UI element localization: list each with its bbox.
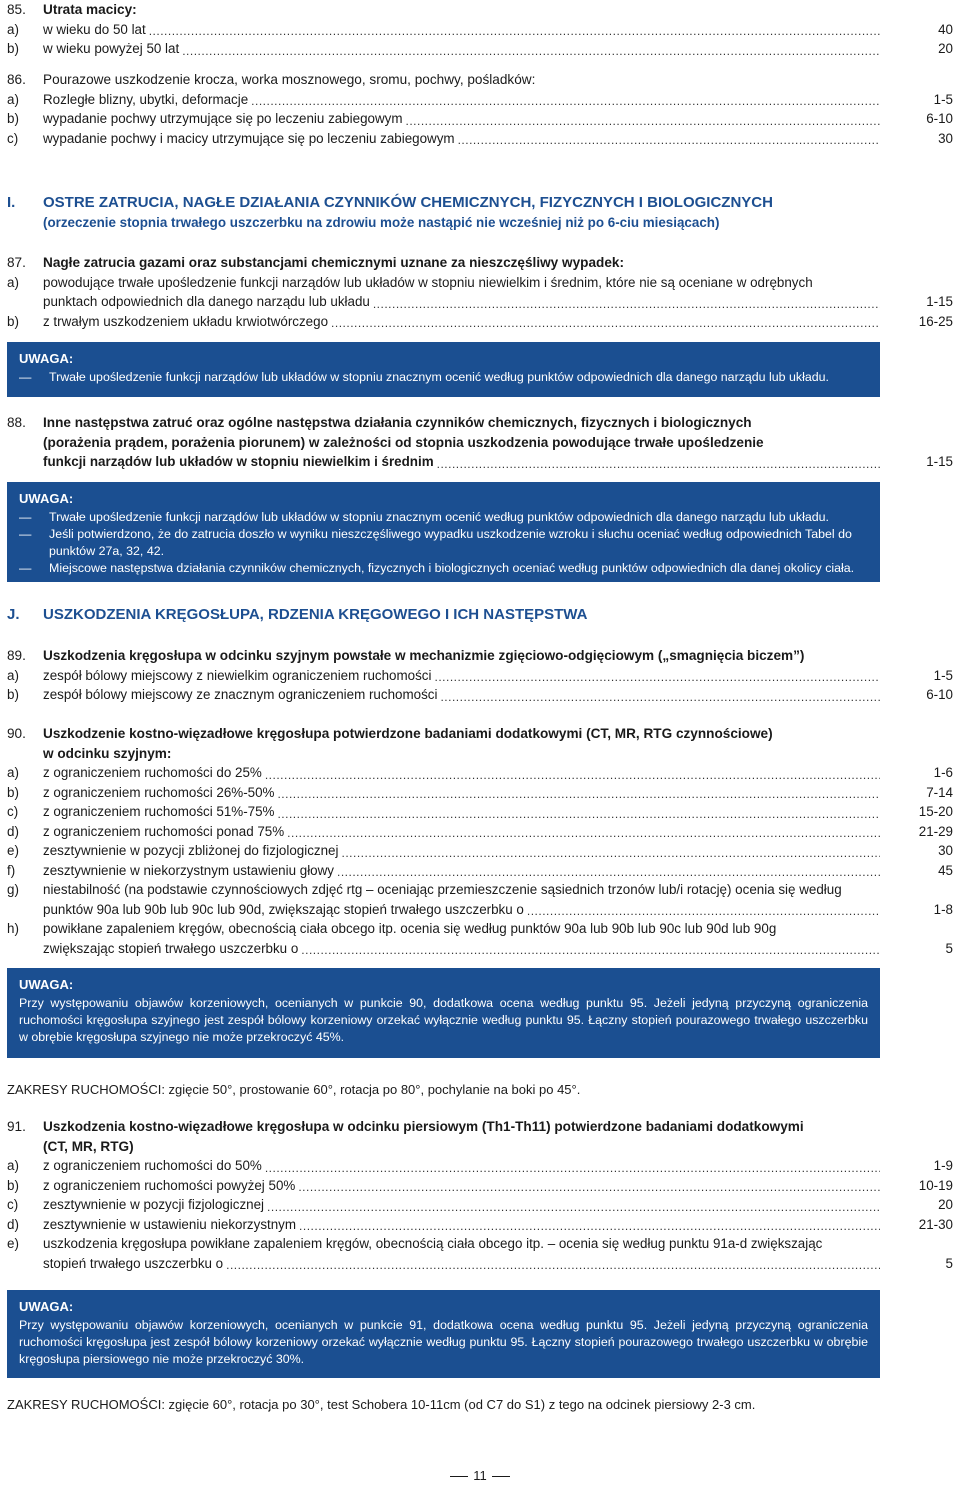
leader-dots: [373, 296, 880, 312]
note-title: UWAGA:: [19, 1299, 74, 1314]
score-value: 20: [938, 1197, 953, 1212]
leader-dots: [277, 786, 880, 802]
leader-dots: [458, 132, 880, 148]
note-text: Przy występowaniu objawów korzeniowych, ocenianych w punkcie 91, dodatkowa ocena według punktu 95. Jeżeli jedyną przyczyną ograniczenia ruchomości kręgosłupa jest zespół bólowy korzeniowy orzekać wyłącznie według punktu 95. Łączny stopień pourazowego trwałego uszczerbku w obrębie kręgosłupa piersiowego nie może przekroczyć 30%.: [19, 1318, 868, 1366]
leader-dots: [267, 1199, 880, 1215]
list-item: e) zesztywnienie w pozycji zbliżonej do fizjologicznej ..... 30: [7, 841, 953, 861]
list-item: b) z ograniczeniem ruchomości powyżej 50% ..... 10-19: [7, 1176, 953, 1196]
list-item: a) z ograniczeniem ruchomości do 25% ..... 1-6: [7, 763, 953, 783]
score-value: 6-10: [926, 687, 953, 702]
item-88: 88. Inne następstwa zatruć oraz ogólne następstwa działania czynników chemicznych, fizycznych i biologicznych (porażenia prądem, porażenia piorunem) w zależności od stopnia uszkodzenia powodujące trwałe upośledzenie funkcji narządów lub układów w stopniu niewielkim i średnim ..... 1-15: [7, 413, 953, 472]
leader-dots: [337, 864, 880, 880]
section-heading-i: I. OSTRE ZATRUCIA, NAGŁE DZIAŁANIA CZYNNIKÓW CHEMICZNYCH, FIZYCZNYCH I BIOLOGICZNYCH (orzeczenie stopnia trwałego uszczerbku na zdrowiu może nastąpić nie wcześniej niż po 6-ciu miesiącach): [7, 193, 953, 232]
note-title: UWAGA:: [19, 977, 74, 992]
leader-dots: [287, 825, 880, 841]
score-value: 1-5: [933, 667, 953, 683]
list-item: g) niestabilność (na podstawie czynnościowych zdjęć rtg – oceniając przemieszczenie sąsiednich trzonów lub/i rotację) ocenia się według: [7, 882, 842, 897]
note-text: Przy występowaniu objawów korzeniowych, ocenianych w punkcie 90, dodatkowa ocena według punktu 95. Jeżeli jedyną przyczyną ograniczenia ruchomości kręgosłupa szyjnego jest zespół bólowy korzeniowy orzekać wyłącznie według punktu 95. Łączny stopień pourazowego trwałego uszczerbku w obrębie kręgosłupa szyjnego nie może przekroczyć 45%.: [19, 996, 868, 1044]
item-number: 91.: [7, 1119, 26, 1134]
item-90: 90. Uszkodzenie kostno-więzadłowe kręgosłupa potwierdzone badaniami dodatkowymi (CT, MR, RTG czynnościowe) w odcinku szyjnym: a) z ograniczeniem ruchomości do 25% ..... 1-6 b) z ograniczeniem ruchomości 26%-50% ..... 7-14 c) z ograniczeniem ruchomości 51%-75% ..... 15-20 d) z ograniczeniem ruchomości ponad 75% ..... 21-29 e) zesztywnienie w pozycji zbliżonej do fizjologicznej ..... 30 f) zesztywnienie w niekorzystnym ustawieniu głowy ..... 45 g) niestabilność (na podstawie czynnościowych zdjęć rtg – oceniając przemieszczenie sąsiednich trzonów lub/i rotację) ocenia się według punktów 90a lub 90b lub 90c lub 90d, zwiększając stopień trwałego uszczerbku o ..... 1-8 h) powikłane zapaleniem kręgów, obecnością ciała obcego itp. ocenia się według punktów 90a lub 90b lub 90c lub 90d lub 90g zwiększając stopień trwałego uszczerbku o ..... 5: [7, 724, 953, 958]
leader-dots: [527, 903, 880, 919]
item-number: 89.: [7, 648, 26, 663]
range-of-motion-text: ZAKRESY RUCHOMOŚCI: zgięcie 60°, rotacja po 30°, test Schobera 10-11cm (od C7 do S1) z tego na odcinek piersiowy 2-3 cm.: [7, 1397, 756, 1412]
leader-dots: [440, 689, 880, 705]
note-title: UWAGA:: [19, 351, 74, 366]
score-value: 15-20: [918, 804, 953, 819]
list-item: a) z ograniczeniem ruchomości do 50% ..... 1-9: [7, 1156, 953, 1176]
list-item: a) Rozległe blizny, ubytki, deformacje ..... 1-5: [7, 90, 953, 110]
section-heading-j: J. USZKODZENIA KRĘGOSŁUPA, RDZENIA KRĘGOWEGO I ICH NASTĘPSTWA: [7, 606, 588, 623]
section-subtitle: (orzeczenie stopnia trwałego uszczerbku na zdrowiu może nastąpić nie wcześniej niż po 6-ciu miesiącach): [43, 215, 720, 230]
score-value: 1-15: [926, 454, 953, 469]
score-value: 1-9: [933, 1158, 953, 1173]
note-title: UWAGA:: [19, 491, 74, 506]
item-number: 86.: [7, 72, 26, 87]
score-value: 10-19: [918, 1177, 953, 1193]
section-title: OSTRE ZATRUCIA, NAGŁE DZIAŁANIA CZYNNIKÓW CHEMICZNYCH, FIZYCZNYCH I BIOLOGICZNYCH: [43, 194, 773, 211]
list-item-continuation: zwiększając stopień trwałego uszczerbku o ..... 5: [7, 939, 953, 959]
leader-dots: [149, 23, 880, 39]
score-value: 1-5: [933, 91, 953, 107]
list-item: c) z ograniczeniem ruchomości 51%-75% ..... 15-20: [7, 802, 953, 822]
score-value: 6-10: [926, 111, 953, 126]
list-item: a) powodujące trwałe upośledzenie funkcji narządów lub układów w stopniu niewielkim i średnim, które nie są oceniane w odrębnych: [7, 274, 813, 290]
list-item: d) z ograniczeniem ruchomości ponad 75% ..... 21-29: [7, 822, 953, 842]
item-number: 88.: [7, 415, 26, 430]
list-item: f) zesztywnienie w niekorzystnym ustawieniu głowy ..... 45: [7, 861, 953, 881]
list-item: c) zesztywnienie w pozycji fizjologicznej ..... 20: [7, 1195, 953, 1215]
list-item: e) uszkodzenia kręgosłupa powikłane zapaleniem kręgów, obecnością ciała obcego itp. – ocenia się według punktu 91a-d zwiększając: [7, 1236, 823, 1251]
score-value: 1-6: [933, 765, 953, 780]
item-89: 89. Uszkodzenia kręgosłupa w odcinku szyjnym powstałe w mechanizmie zgięciowo-odgięciowym („smagnięcia biczem”) a) zespół bólowy miejscowy z niewielkim ograniczeniem ruchomości ..... 1-5 b) zespół bólowy miejscowy ze znacznym ograniczeniem ruchomości ..... 6-10: [7, 646, 953, 705]
list-item-continuation: stopień trwałego uszczerbku o ..... 5: [7, 1254, 953, 1274]
leader-dots: [226, 1257, 880, 1273]
leader-dots: [406, 113, 880, 129]
score-value: 7-14: [926, 784, 953, 800]
score-value: 30: [938, 130, 953, 146]
score-value: 21-30: [918, 1216, 953, 1232]
range-of-motion-text: ZAKRESY RUCHOMOŚCI: zgięcie 50°, prostowanie 60°, rotacja po 80°, pochylanie na boki po 45°.: [7, 1082, 581, 1097]
score-value: 21-29: [918, 823, 953, 839]
leader-dots: [331, 315, 880, 331]
list-item: a) zespół bólowy miejscowy z niewielkim ograniczeniem ruchomości ..... 1-5: [7, 666, 953, 686]
list-item: b) w wieku powyżej 50 lat ..... 20: [7, 39, 953, 59]
note-box: [7, 1290, 880, 1378]
item-number: 90.: [7, 726, 26, 741]
note-box: UWAGA: — Trwałe upośledzenie funkcji narządów lub układów w stopniu znacznym ocenić według punktów odpowiednich dla danego narządu lub układu. — Jeśli potwierdzono, że do zatrucia doszło w wyniku nieszczęśliwego wypadku uszkodzenie wzroku i słuchu oceniać według odpowiednich Tabel do punktów 27a, 32, 42. — Miejscowe następstwa działania czynników chemicznych, fizycznych i biologicznych oceniać według punktów odpowiednich dla danej okolicy ciała.: [7, 482, 880, 582]
item-87: [7, 253, 953, 331]
page-footer: [0, 1468, 960, 1483]
list-item: c) wypadanie pochwy i macicy utrzymujące się po leczeniu zabiegowym ..... 30: [7, 129, 953, 149]
score-value: 30: [938, 843, 953, 858]
leader-dots: [299, 1218, 880, 1234]
item-title: Utrata macicy:: [43, 2, 137, 17]
score-value: 16-25: [918, 313, 953, 329]
list-item: b) z ograniczeniem ruchomości 26%-50% ..... 7-14: [7, 783, 953, 803]
score-value: 40: [938, 21, 953, 37]
list-item-continuation: punktów 90a lub 90b lub 90c lub 90d, zwiększając stopień trwałego uszczerbku o ..... 1-8: [7, 900, 953, 920]
leader-dots: [277, 806, 880, 822]
leader-dots: [182, 43, 880, 59]
list-item: b) zespół bólowy miejscowy ze znacznym ograniczeniem ruchomości ..... 6-10: [7, 685, 953, 705]
item-85: [7, 0, 953, 59]
leader-dots: [265, 1160, 880, 1176]
section-title: USZKODZENIA KRĘGOSŁUPA, RDZENIA KRĘGOWEGO I ICH NASTĘPSTWA: [43, 606, 588, 623]
leader-dots: [265, 767, 880, 783]
item-86: [7, 70, 953, 148]
list-item-continuation: punktach odpowiednich dla danego narządu lub układu ..... 1-15: [7, 292, 953, 312]
item-91: 91. Uszkodzenia kostno-więzadłowe kręgosłupa w odcinku piersiowym (Th1-Th11) potwierdzone badaniami dodatkowymi (CT, MR, RTG) a) z ograniczeniem ruchomości do 50% ..... 1-9 b) z ograniczeniem ruchomości powyżej 50% ..... 10-19 c) zesztywnienie w pozycji fizjologicznej ..... 20 d) zesztywnienie w ustawieniu niekorzystnym ..... 21-30 e) uszkodzenia kręgosłupa powikłane zapaleniem kręgów, obecnością ciała obcego itp. – ocenia się według punktu 91a-d zwiększając stopień trwałego uszczerbku o ..... 5: [7, 1117, 953, 1273]
list-item: d) zesztywnienie w ustawieniu niekorzystnym ..... 21-30: [7, 1215, 953, 1235]
leader-dots: [434, 669, 880, 685]
list-item: b) z trwałym uszkodzeniem układu krwiotwórczego ..... 16-25: [7, 312, 953, 332]
note-box: UWAGA: — Trwałe upośledzenie funkcji narządów lub układów w stopniu znacznym ocenić według punktów odpowiednich dla danego narządu lub układu.: [7, 342, 880, 397]
list-item: funkcji narządów lub układów w stopniu niewielkim i średnim ..... 1-15: [7, 452, 953, 472]
leader-dots: [301, 942, 880, 958]
item-title: Pourazowe uszkodzenie krocza, worka mosznowego, sromu, pochwy, pośladków:: [43, 72, 536, 87]
list-item: b) wypadanie pochwy utrzymujące się po leczeniu zabiegowym ..... 6-10: [7, 109, 953, 129]
item-number: 85.: [7, 2, 26, 17]
list-item: a) w wieku do 50 lat ..... 40: [7, 20, 953, 40]
score-value: 1-8: [933, 901, 953, 917]
leader-dots: [298, 1179, 880, 1195]
score-value: 20: [938, 41, 953, 56]
score-value: 5: [945, 1255, 953, 1271]
score-value: 1-15: [926, 294, 953, 309]
score-value: 5: [945, 940, 953, 956]
page-number: 11: [473, 1468, 487, 1483]
item-number: 87.: [7, 255, 26, 270]
list-item: h) powikłane zapaleniem kręgów, obecnością ciała obcego itp. ocenia się według punktów 90a lub 90b lub 90c lub 90d lub 90g: [7, 921, 777, 936]
leader-dots: [251, 93, 880, 109]
leader-dots: [437, 456, 880, 472]
score-value: 45: [938, 862, 953, 878]
leader-dots: [341, 845, 880, 861]
note-box: [7, 968, 880, 1058]
item-title: Nagłe zatrucia gazami oraz substancjami chemicznymi uznane za nieszczęśliwy wypadek:: [43, 255, 624, 270]
